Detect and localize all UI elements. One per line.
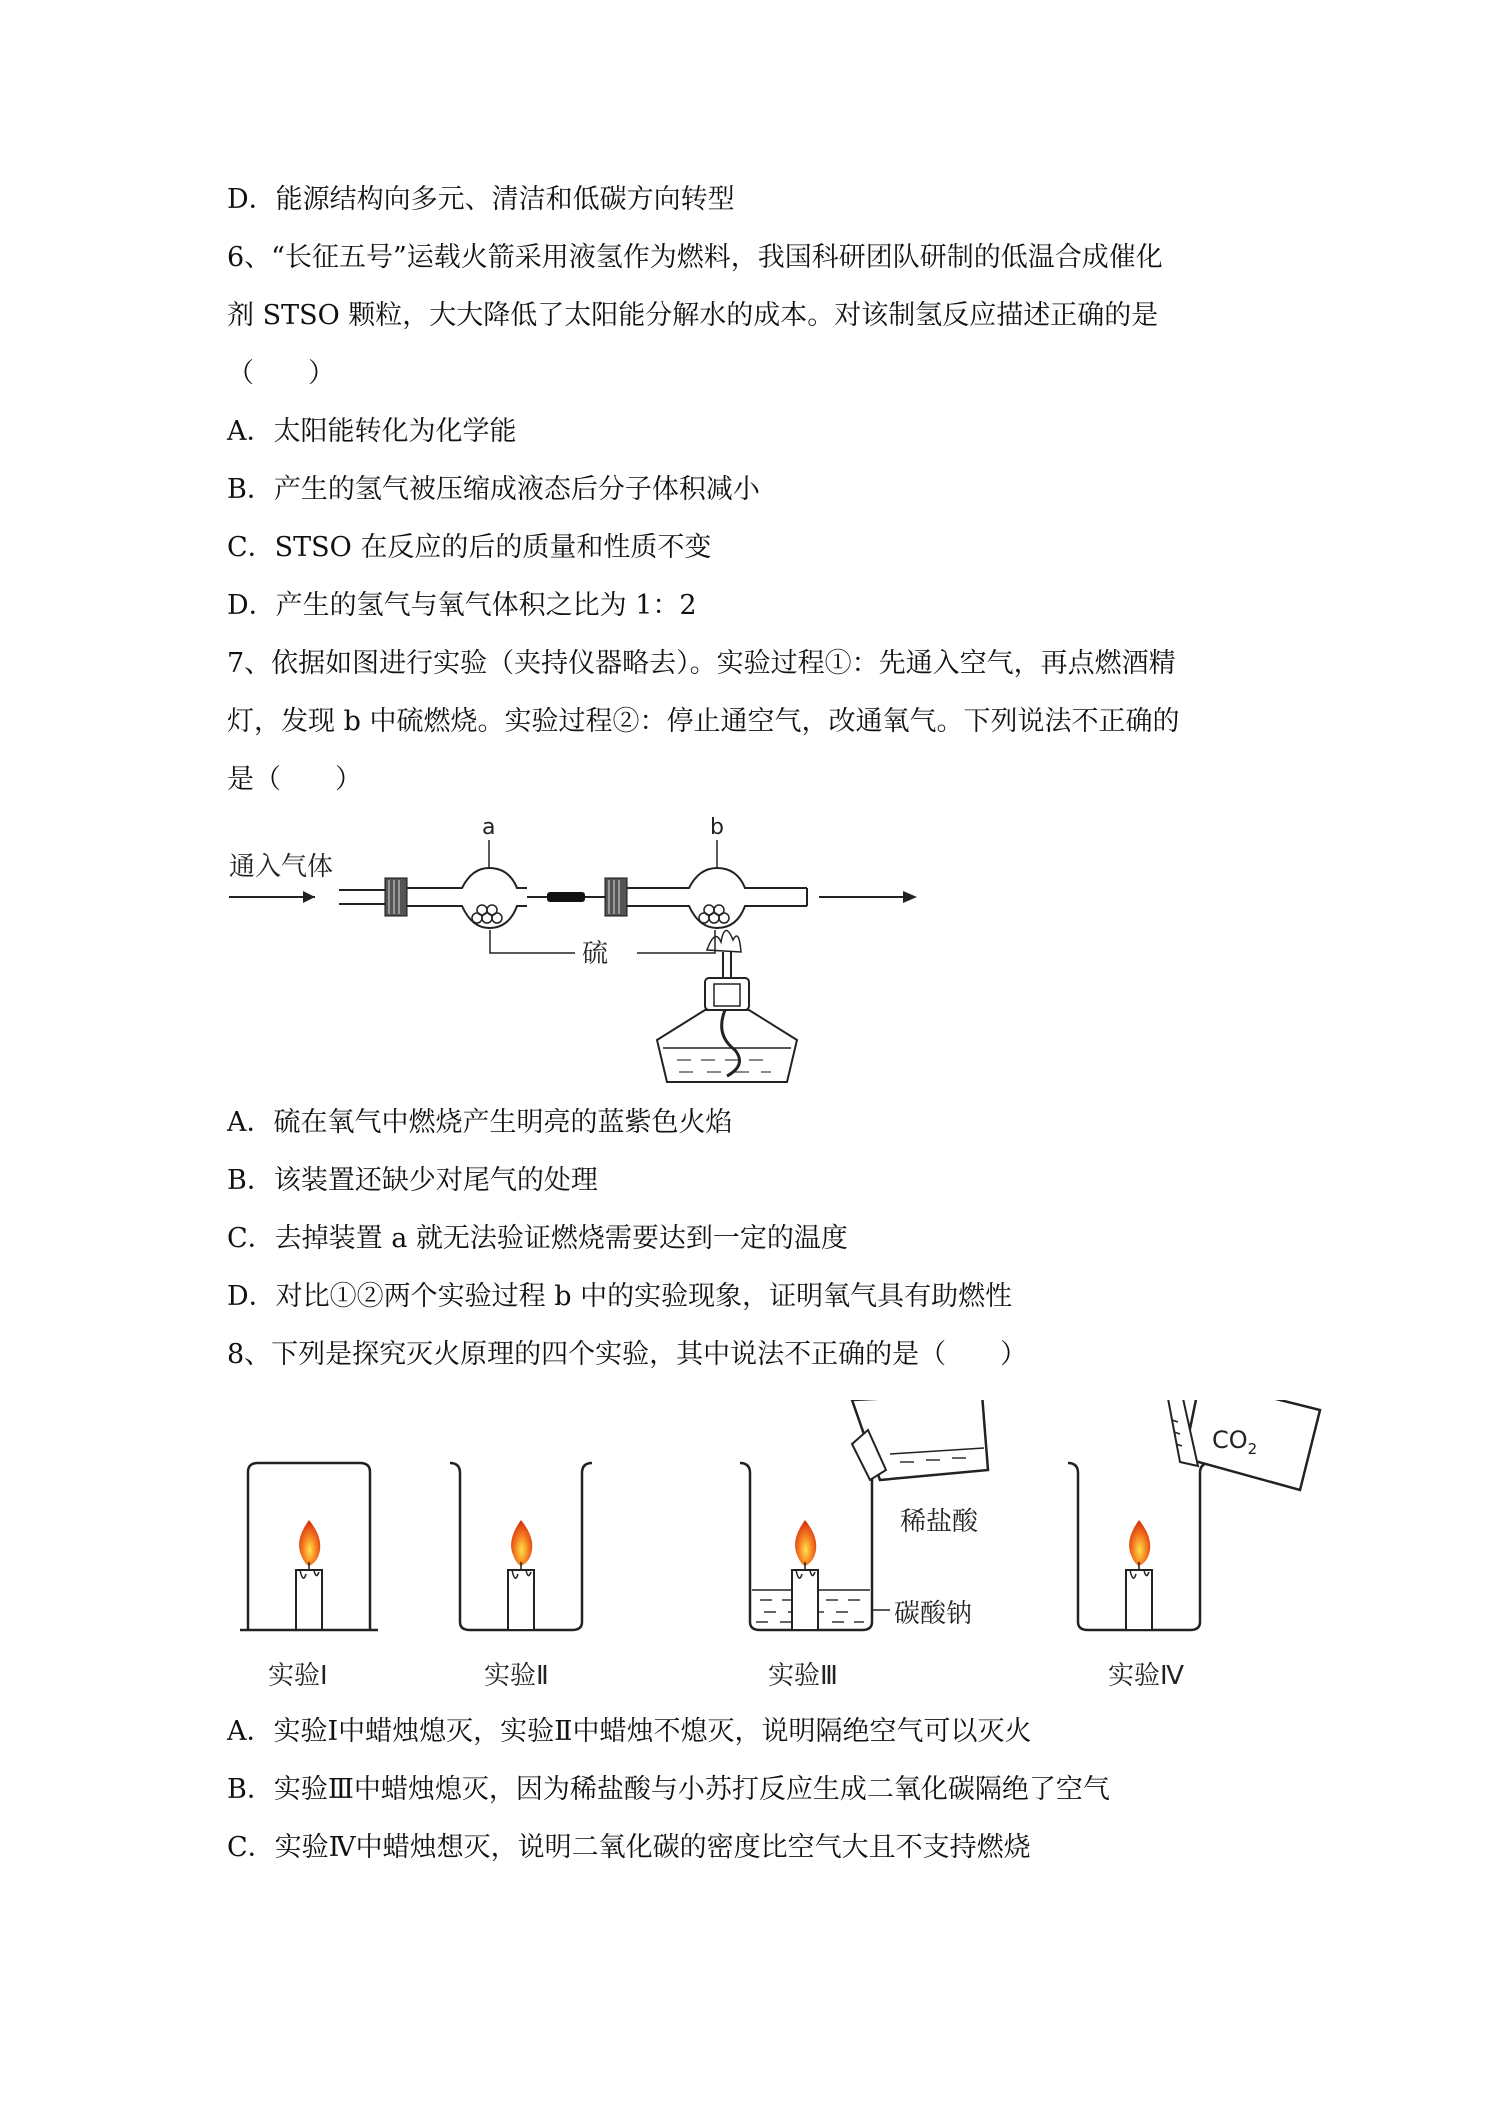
q6-stem-line2: 剂 STSO 颗粒，大大降低了太阳能分解水的成本。对该制氢反应描述正确的是 <box>227 300 1159 331</box>
tube-b-label: b <box>710 815 724 840</box>
experiment-3-label: 实验Ⅲ <box>768 1661 838 1691</box>
flame-icon <box>795 1520 816 1566</box>
carbonate-label: 碳酸钠 <box>894 1599 973 1629</box>
experiment-4-label: 实验Ⅳ <box>1108 1661 1184 1691</box>
experiment-2-label: 实验Ⅱ <box>484 1661 549 1691</box>
fire-extinguishing-experiments-figure <box>240 1400 1350 1700</box>
q6-option-c: C．STSO 在反应的后的质量和性质不变 <box>227 532 712 563</box>
q7-option-d: D．对比①②两个实验过程 b 中的实验现象，证明氧气具有助燃性 <box>227 1281 1013 1312</box>
q8-option-a: A．实验Ⅰ中蜡烛熄灭，实验Ⅱ中蜡烛不熄灭，说明隔绝空气可以灭火 <box>227 1716 1032 1747</box>
flame-icon <box>299 1520 320 1566</box>
q7-stem-line3: 是（ ） <box>227 764 362 795</box>
hydrochloric-acid-bottle-icon <box>852 1400 988 1480</box>
q8-option-c: C．实验Ⅳ中蜡烛想灭，说明二氧化碳的密度比空气大且不支持燃烧 <box>227 1832 1031 1863</box>
q5-option-d: D．能源结构向多元、清洁和低碳方向转型 <box>227 184 735 215</box>
q6-option-b: B．产生的氢气被压缩成液态后分子体积减小 <box>227 474 760 505</box>
q7-option-a: A．硫在氧气中燃烧产生明亮的蓝紫色火焰 <box>227 1107 733 1138</box>
q6-option-a: A．太阳能转化为化学能 <box>227 416 517 447</box>
q6-answer-bracket: （ ） <box>227 358 335 389</box>
flame-icon <box>1129 1520 1150 1566</box>
acid-label: 稀盐酸 <box>900 1507 979 1537</box>
rubber-connector <box>547 892 585 902</box>
q7-option-b: B．该装置还缺少对尾气的处理 <box>227 1165 598 1196</box>
q6-stem-line1: 6、“长征五号”运载火箭采用液氢作为燃料，我国科研团队研制的低温合成催化 <box>227 242 1163 273</box>
experiment-3-beaker-with-carbonate <box>740 1463 882 1630</box>
q8-option-b: B．实验Ⅲ中蜡烛熄灭，因为稀盐酸与小苏打反应生成二氧化碳隔绝了空气 <box>227 1774 1110 1805</box>
experiment-4-open-beaker <box>1068 1463 1210 1630</box>
tube-a-label: a <box>482 815 496 840</box>
gas-in-label: 通入气体 <box>229 852 334 882</box>
q6-option-d: D．产生的氢气与氧气体积之比为 1：2 <box>227 590 697 621</box>
q7-option-c: C．去掉装置 a 就无法验证燃烧需要达到一定的温度 <box>227 1223 848 1254</box>
alcohol-lamp-icon <box>657 978 797 1082</box>
experiment-1-label: 实验Ⅰ <box>268 1661 328 1691</box>
q8-stem: 8、下列是探究灭火原理的四个实验，其中说法不正确的是（ ） <box>227 1339 1028 1370</box>
sulfur-label: 硫 <box>582 939 609 969</box>
sulfur-combustion-apparatus-figure <box>227 810 927 1090</box>
flame-icon <box>707 930 741 952</box>
sulfur-pile-b <box>699 905 729 923</box>
co2-label: $CO_2$ <box>1212 1426 1258 1458</box>
q7-stem-line2: 灯，发现 b 中硫燃烧。实验过程②：停止通空气，改通氧气。下列说法不正确的 <box>227 706 1180 737</box>
sulfur-pile-a <box>472 905 502 923</box>
q7-stem-line1: 7、依据如图进行实验（夹持仪器略去）。实验过程①：先通入空气，再点燃酒精 <box>227 648 1176 679</box>
experiment-2-open-beaker <box>450 1463 592 1630</box>
experiment-1-inverted-beaker <box>240 1463 378 1630</box>
flame-icon <box>511 1520 532 1566</box>
